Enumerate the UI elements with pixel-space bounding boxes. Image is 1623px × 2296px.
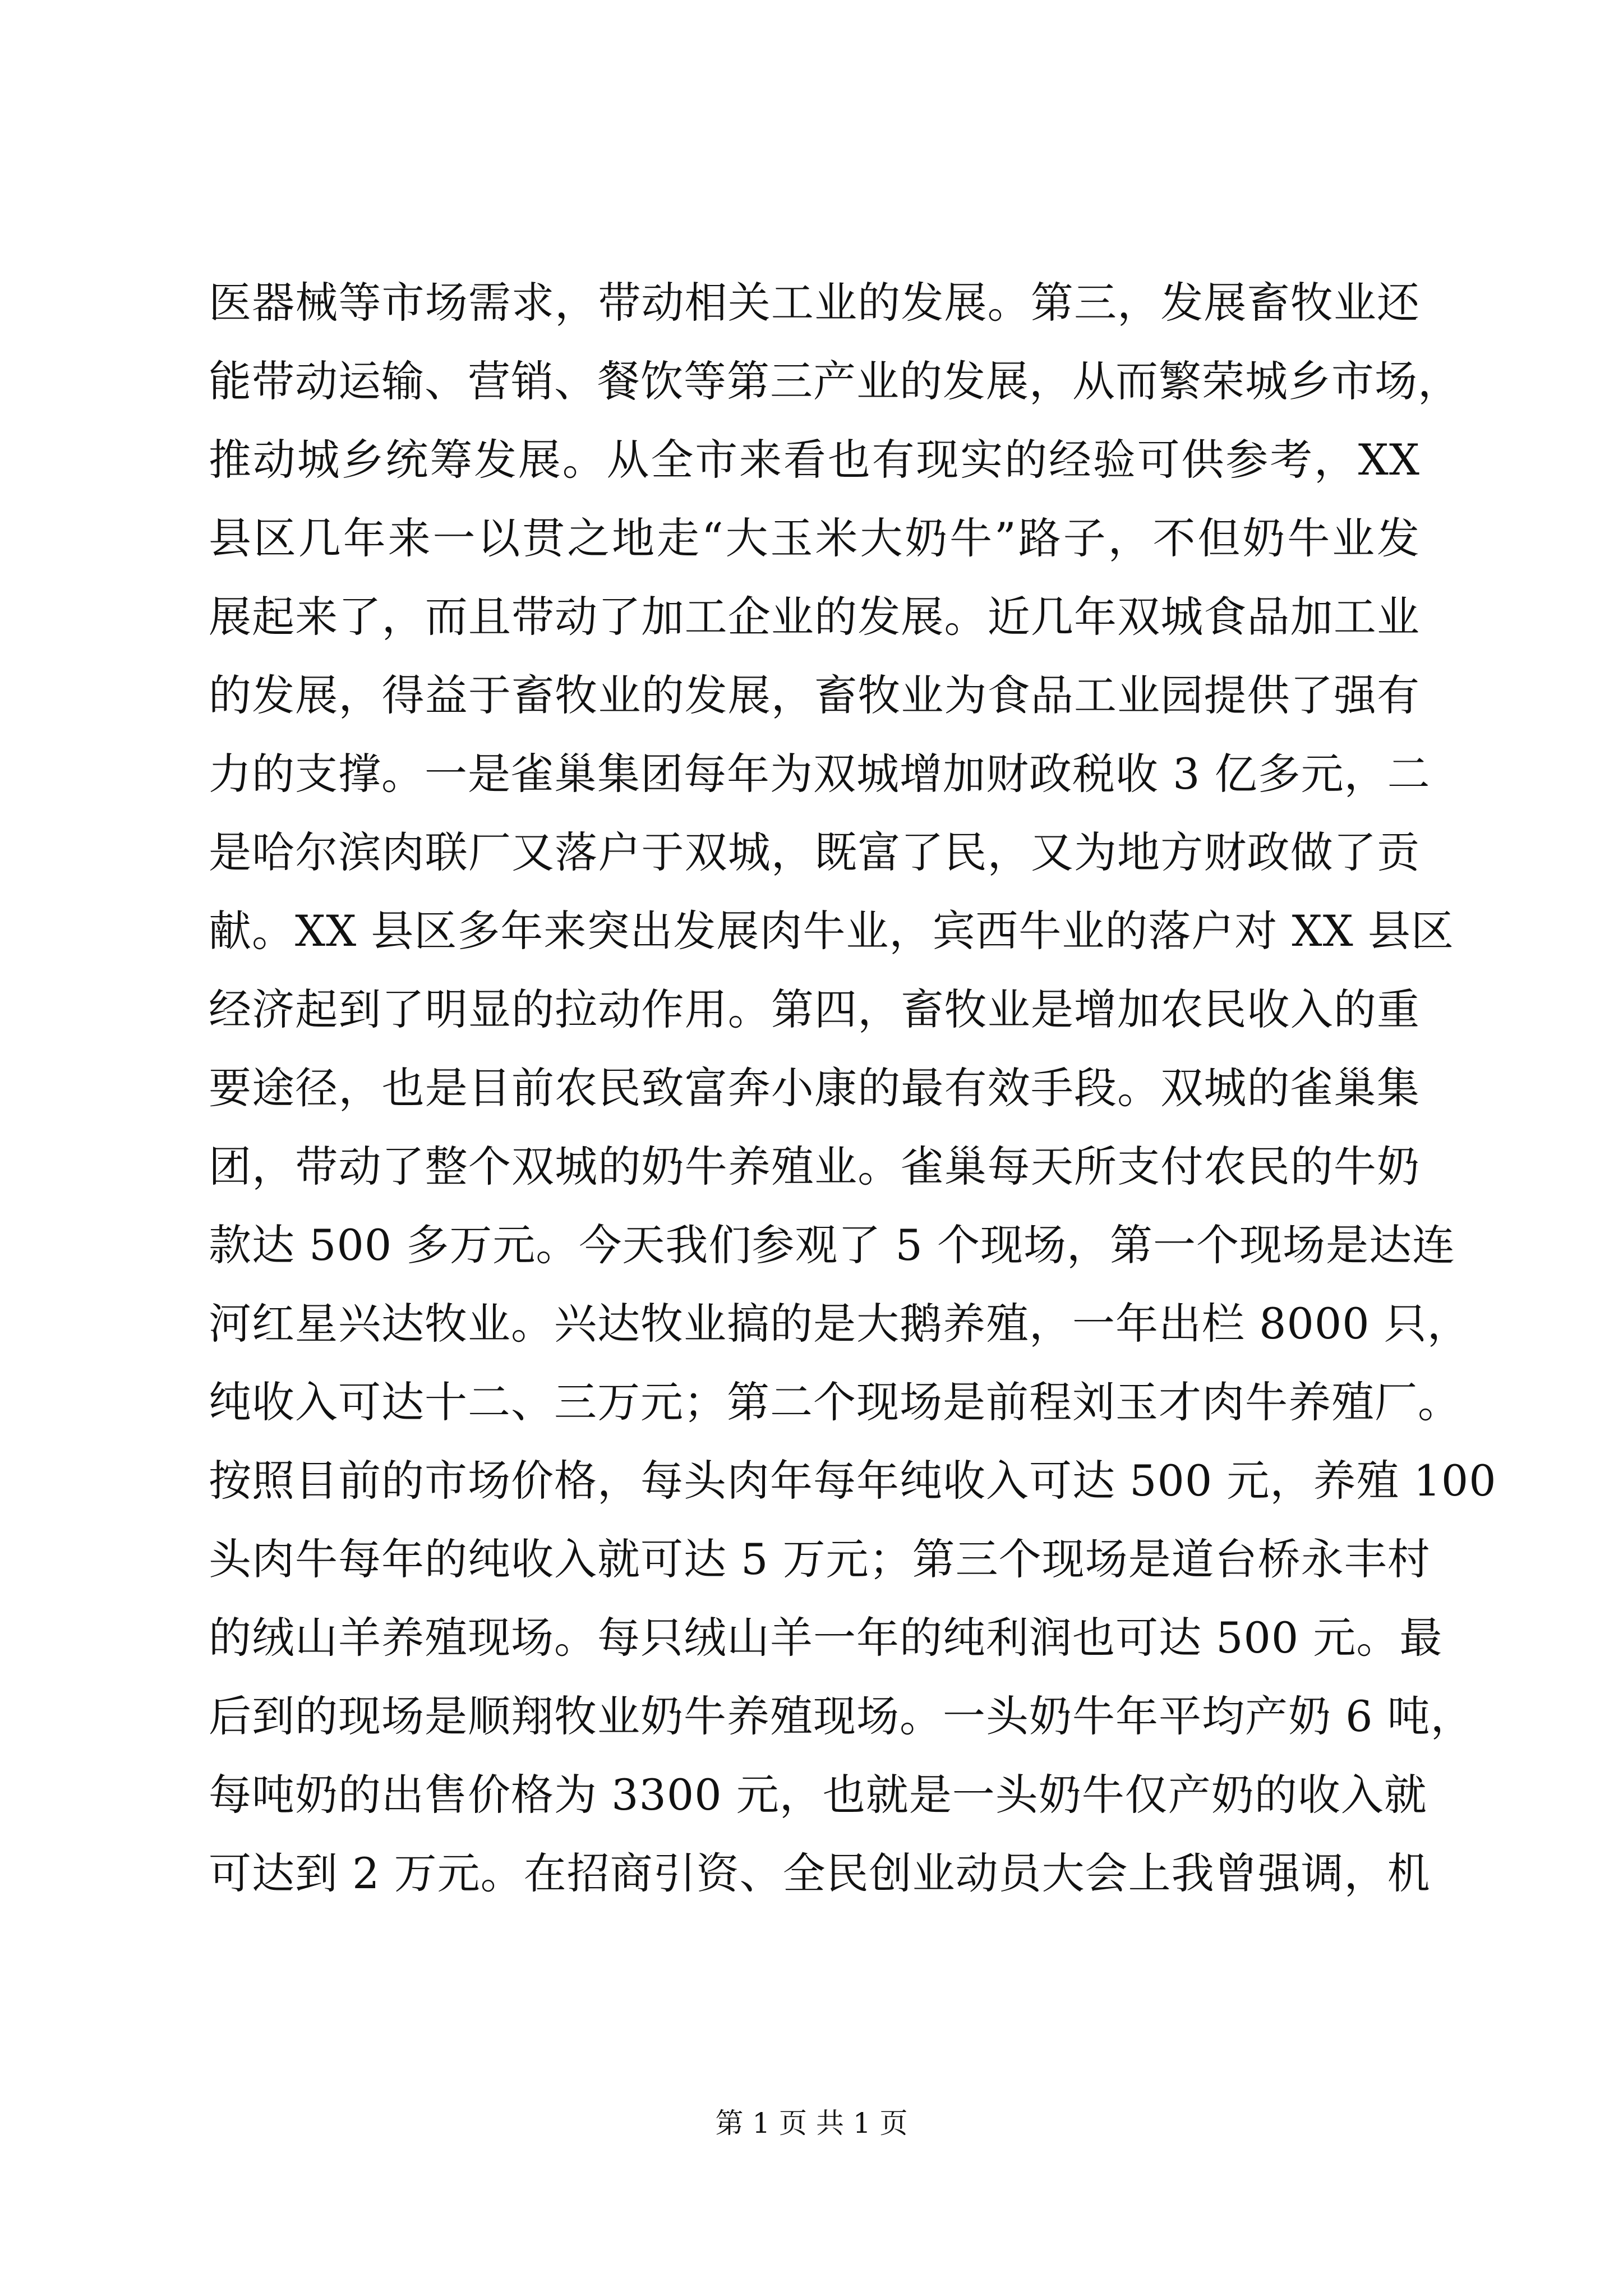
text-line: 纯收入可达十二、三万元；第二个现场是前程刘玉才肉牛养殖厂。 (209, 1377, 1461, 1427)
text-line: 县区几年来一以贯之地走“大玉米大奶牛”路子，不但奶牛业发 (209, 513, 1420, 563)
text-line: 款达 500 多万元。今天我们参观了 5 个现场，第一个现场是达连 (209, 1220, 1456, 1270)
text-line: 力的支撑。一是雀巢集团每年为双城增加财政税收 3 亿多元，二 (209, 749, 1431, 799)
text-line: 经济起到了明显的拉动作用。第四，畜牧业是增加农民收入的重 (209, 984, 1420, 1034)
text-line: 每吨奶的出售价格为 3300 元，也就是一头奶牛仅产奶的收入就 (209, 1770, 1427, 1820)
text-line: 头肉牛每年的纯收入就可达 5 万元；第三个现场是道台桥永丰村 (209, 1534, 1431, 1584)
text-line: 的绒山羊养殖现场。每只绒山羊一年的纯利润也可达 500 元。最 (209, 1613, 1443, 1663)
text-line: 可达到 2 万元。在招商引资、全民创业动员大会上我曾强调，机 (209, 1848, 1431, 1898)
text-line: 献。XX 县区多年来突出发展肉牛业，宾西牛业的落户对 XX 县区 (209, 906, 1454, 956)
text-line: 能带动运输、营销、餐饮等第三产业的发展，从而繁荣城乡市场， (209, 356, 1461, 406)
text-line: 展起来了，而且带动了加工企业的发展。近几年双城食品加工业 (209, 592, 1420, 642)
text-line: 要途径，也是目前农民致富奔小康的最有效手段。双城的雀巢集 (209, 1063, 1420, 1113)
page-footer (0, 2101, 1623, 2141)
text-line: 的发展，得益于畜牧业的发展，畜牧业为食品工业园提供了强有 (209, 670, 1420, 720)
text-line: 按照目前的市场价格，每头肉年每年纯收入可达 500 元，养殖 100 (209, 1456, 1497, 1506)
text-line: 后到的现场是顺翔牧业奶牛养殖现场。一头奶牛年平均产奶 6 吨， (209, 1691, 1474, 1741)
body-text (209, 264, 1497, 1913)
text-line: 团，带动了整个双城的奶牛养殖业。雀巢每天所支付农民的牛奶 (209, 1142, 1420, 1191)
text-line: 医器械等市场需求，带动相关工业的发展。第三，发展畜牧业还 (209, 278, 1420, 328)
text-line: 河红星兴达牧业。兴达牧业搞的是大鹅养殖，一年出栏 8000 只， (209, 1299, 1470, 1349)
text-line: 是哈尔滨肉联厂又落户于双城，既富了民，又为地方财政做了贡 (209, 827, 1420, 877)
text-line: 推动城乡统筹发展。从全市来看也有现实的经验可供参考，XX (209, 435, 1420, 485)
page-number-label: 第 1 页 共 1 页 (715, 2107, 908, 2139)
